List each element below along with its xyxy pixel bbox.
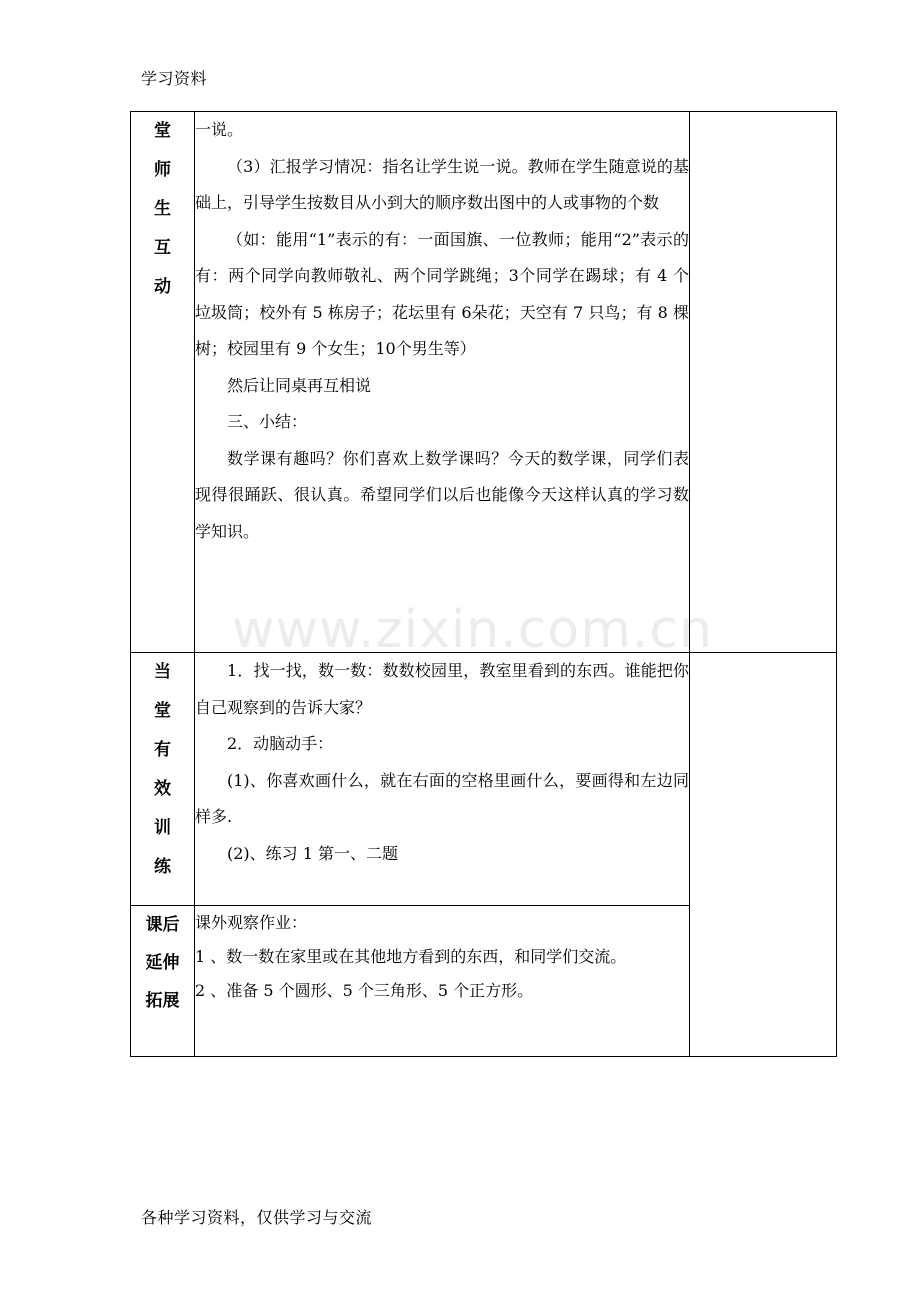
lesson-plan-table [130, 111, 837, 1057]
paragraph: (1)、你喜欢画什么，就在右面的空格里画什么，要画得和左边同样多. [195, 770, 689, 826]
paragraph: （如：能用“1”表示的有：一面国旗、一位教师；能用“2”表示的有：两个同学向教师敬礼、两个同学跳绳；3个同学在踢球；有 4 个垃圾筒；校外有 5 栋房子；花坛里有 6朵花；天空有 7 只鸟；有 8 棵树；校园里有 9 个女生；10个男生等） [195, 229, 689, 358]
paragraph: (2)、练习 1 第一、二题 [227, 843, 399, 863]
row-label-cell [131, 653, 195, 906]
label-char: 堂 [154, 121, 171, 141]
row-content-cell [195, 906, 690, 1057]
label-char: 当 [154, 662, 171, 682]
table-row [131, 112, 837, 653]
page-header: 学习资料 [141, 69, 208, 88]
label-char: 师 [154, 160, 171, 180]
paragraph: 课外观察作业： [195, 913, 308, 932]
label-char: 动 [154, 277, 171, 297]
label-char: 效 [154, 779, 171, 799]
table-row [131, 653, 837, 906]
label-char: 训 [154, 818, 171, 838]
remark-cell [690, 112, 837, 653]
paragraph: 2．动脑动手： [227, 734, 334, 753]
label-char: 生 [154, 199, 171, 219]
label-char: 练 [154, 857, 171, 877]
row-content-cell [195, 112, 690, 653]
row-content-cell [195, 653, 690, 906]
paragraph: 一说。 [195, 120, 244, 139]
paragraph: 然后让同桌再互相说 [227, 375, 372, 395]
label-char: 有 [154, 740, 171, 760]
watermark: www.zixin.com.cn [232, 600, 713, 660]
row-label [131, 906, 194, 1020]
label-char: 互 [154, 238, 171, 258]
row-label [131, 653, 194, 887]
page-footer: 各种学习资料，仅供学习与交流 [141, 1208, 373, 1227]
paragraph: 数学课有趣吗？你们喜欢上数学课吗？今天的数学课，同学们表现得很踊跃、很认真。希望同学们以后也能像今天这样认真的学习数学知识。 [195, 448, 689, 541]
label-char: 拓展 [145, 991, 180, 1011]
paragraph: （3）汇报学习情况：指名让学生说一说。教师在学生随意说的基础上，引导学生按数目从小到大的顺序数出图中的人或事物的个数 [195, 156, 689, 212]
label-char: 延伸 [145, 953, 180, 973]
row-label-cell [131, 112, 195, 653]
paragraph: 1．找一找，数一数：数数校园里，教室里看到的东西。谁能把你自己观察到的告诉大家？ [195, 661, 689, 717]
paragraph: 1 、数一数在家里或在其他地方看到的东西，和同学们交流。 [195, 947, 627, 966]
paragraph: 2 、准备 5 个圆形、5 个三角形、5 个正方形。 [195, 981, 534, 1000]
label-char: 课后 [145, 915, 180, 935]
label-char: 堂 [154, 701, 171, 721]
paragraph: 三、小结： [227, 412, 308, 431]
row-label [131, 112, 194, 307]
remark-cell [690, 653, 837, 1057]
row-label-cell [131, 906, 195, 1057]
